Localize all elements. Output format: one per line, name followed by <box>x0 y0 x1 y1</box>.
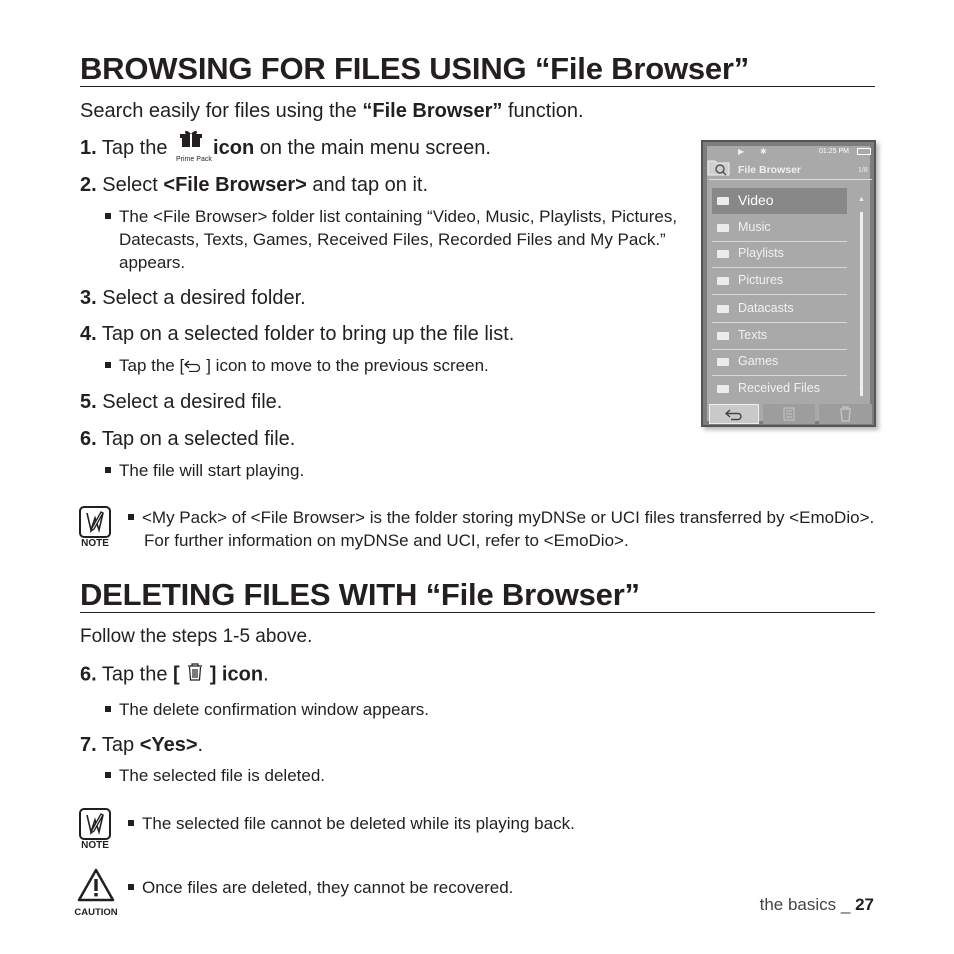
caution-label: CAUTION <box>74 907 118 918</box>
footer-section: the basics _ <box>759 895 856 914</box>
list-item-datacasts[interactable] <box>712 296 847 323</box>
folder-icon <box>717 332 729 340</box>
folder-icon <box>717 197 729 205</box>
list-item-label: Datacasts <box>738 301 794 315</box>
bullet-text: The <File Browser> folder list containing “Video, Music, Playlists, Pictures, Datecasts, Texts, Games, Received Files, Recorded Files and My Pack.” appears. <box>119 207 678 272</box>
scroll-down-icon[interactable]: ▼ <box>858 386 865 393</box>
list-item-label: Playlists <box>738 246 784 260</box>
device-screenshot <box>701 140 876 427</box>
step-bold: icon <box>213 137 255 159</box>
step-bold: <File Browser> <box>163 174 307 196</box>
folder-icon <box>717 385 729 393</box>
bullet-marker <box>105 772 111 778</box>
step-2-bullet <box>105 205 709 274</box>
folder-search-icon <box>707 157 733 177</box>
note-text: <My Pack> of <File Browser> is the folder storing myDNSe or UCI files transferred by <EmoDio>. For further information on myDNSe and UCI, refer to <EmoDio>. <box>142 508 875 550</box>
step-text: Select a desired folder. <box>96 287 306 309</box>
step-1 <box>80 137 491 163</box>
intro-bold: “File Browser” <box>362 100 503 122</box>
note-2-text-block <box>128 812 575 835</box>
device-title: File Browser <box>738 164 802 176</box>
step-5 <box>80 391 282 414</box>
back-icon <box>184 357 206 377</box>
delete-step-6-bullet <box>105 700 429 720</box>
battery-icon <box>857 148 871 155</box>
delete-step-7-bullet <box>105 766 325 786</box>
note-icon-2 <box>79 808 111 851</box>
step-num: 4. <box>80 323 97 345</box>
list-item-label: Received Files <box>738 381 820 395</box>
step-text: Tap the <box>96 663 174 686</box>
list-item-music[interactable] <box>712 215 847 242</box>
step-num: 7. <box>80 734 97 756</box>
section2-intro: Follow the steps 1-5 above. <box>80 626 313 647</box>
step-num: 3. <box>80 287 97 309</box>
note-label: NOTE <box>81 840 109 851</box>
step-text: Tap on a selected file. <box>96 428 296 450</box>
device-page-indicator: 1/8 <box>858 167 868 174</box>
delete-button[interactable] <box>819 404 872 424</box>
caution-icon-block <box>68 868 124 918</box>
delete-step-6 <box>80 663 269 687</box>
step-text: Select <box>96 174 164 196</box>
prime-pack-icon <box>173 137 213 163</box>
note-icon <box>79 506 111 549</box>
list-item-label: Video <box>738 192 774 208</box>
step-num: 6. <box>80 428 97 450</box>
step-num: 6. <box>80 663 97 686</box>
list-item-games[interactable] <box>712 349 847 376</box>
list-item-pictures[interactable] <box>712 268 847 295</box>
device-header-divider <box>709 179 872 180</box>
list-item-label: Music <box>738 220 771 234</box>
list-item-received-files[interactable] <box>712 376 847 402</box>
note-label: NOTE <box>81 538 109 549</box>
caution-text-block <box>128 876 513 899</box>
caution-text: Once files are deleted, they cannot be recovered. <box>142 878 514 897</box>
step-text-post: . <box>197 734 204 756</box>
step-num: 2. <box>80 174 97 196</box>
step-text: Tap the <box>96 137 174 159</box>
section-title-browsing: BROWSING FOR FILES USING “File Browser” <box>80 51 750 86</box>
list-item-video[interactable] <box>712 188 847 214</box>
bullet-marker <box>105 213 111 219</box>
note-text-block <box>128 506 889 552</box>
step-3 <box>80 287 306 310</box>
list-button[interactable] <box>763 404 815 424</box>
title-divider <box>80 86 875 87</box>
step-num: 1. <box>80 137 97 159</box>
prime-pack-caption: Prime Pack <box>176 156 212 163</box>
list-item-label: Pictures <box>738 273 784 287</box>
section-title-deleting: DELETING FILES WITH “File Browser” <box>80 577 640 612</box>
list-item-label: Texts <box>738 328 768 342</box>
trash-icon <box>180 663 210 687</box>
step-text-post: on the main menu screen. <box>254 137 491 159</box>
scroll-up-icon[interactable]: ▲ <box>858 196 865 203</box>
step-bold: <Yes> <box>139 734 198 756</box>
pencil-icon <box>79 506 111 538</box>
folder-icon <box>717 250 729 258</box>
folder-icon <box>717 277 729 285</box>
delete-step-7 <box>80 734 203 757</box>
step-text: Select a desired file. <box>96 391 283 413</box>
step-4-bullet <box>105 356 489 377</box>
step-text-post: . <box>263 663 269 686</box>
warning-icon <box>68 868 124 907</box>
device-time: 01:25 PM <box>819 148 849 155</box>
bluetooth-icon: ✱ <box>760 147 767 156</box>
title-divider <box>80 612 875 613</box>
list-item-texts[interactable] <box>712 323 847 350</box>
bullet-marker <box>128 820 134 826</box>
step-text: Tap on a selected folder to bring up the file list. <box>96 323 515 345</box>
note-text: The selected file cannot be deleted while its playing back. <box>142 814 575 833</box>
back-button[interactable] <box>709 404 759 424</box>
step-2 <box>80 174 428 197</box>
step-text: Tap <box>96 734 140 756</box>
pencil-icon <box>79 808 111 840</box>
bullet-text: The file will start playing. <box>119 461 305 480</box>
intro-post: function. <box>502 100 584 122</box>
list-item-label: Games <box>738 354 779 368</box>
intro-text <box>80 100 584 123</box>
step-4 <box>80 323 514 346</box>
list-item-playlists[interactable] <box>712 241 847 268</box>
page-number: 27 <box>855 895 874 914</box>
step-text-post: and tap on it. <box>306 174 428 196</box>
step-bold-close: ] icon <box>209 663 264 686</box>
bullet-text: The delete confirmation window appears. <box>119 700 429 719</box>
folder-icon <box>717 358 729 366</box>
step-num: 5. <box>80 391 97 413</box>
bullet-marker <box>105 362 111 368</box>
step-6 <box>80 428 295 451</box>
bullet-marker <box>105 467 111 473</box>
folder-icon <box>717 224 729 232</box>
bullet-text-post: ] icon to move to the previous screen. <box>206 356 489 375</box>
intro-pre: Search easily for files using the <box>80 100 363 122</box>
bullet-marker <box>128 884 134 890</box>
bullet-text: Tap the [ <box>119 356 185 375</box>
folder-icon <box>717 305 729 313</box>
step-6-bullet <box>105 461 304 481</box>
bullet-marker <box>128 514 134 520</box>
bullet-marker <box>105 706 111 712</box>
bullet-text: The selected file is deleted. <box>119 766 326 785</box>
page-footer <box>760 895 874 915</box>
scrollbar[interactable] <box>860 212 863 396</box>
step-bold-open: [ <box>173 663 180 686</box>
play-icon: ▶ <box>738 147 745 156</box>
device-screen <box>707 146 870 421</box>
